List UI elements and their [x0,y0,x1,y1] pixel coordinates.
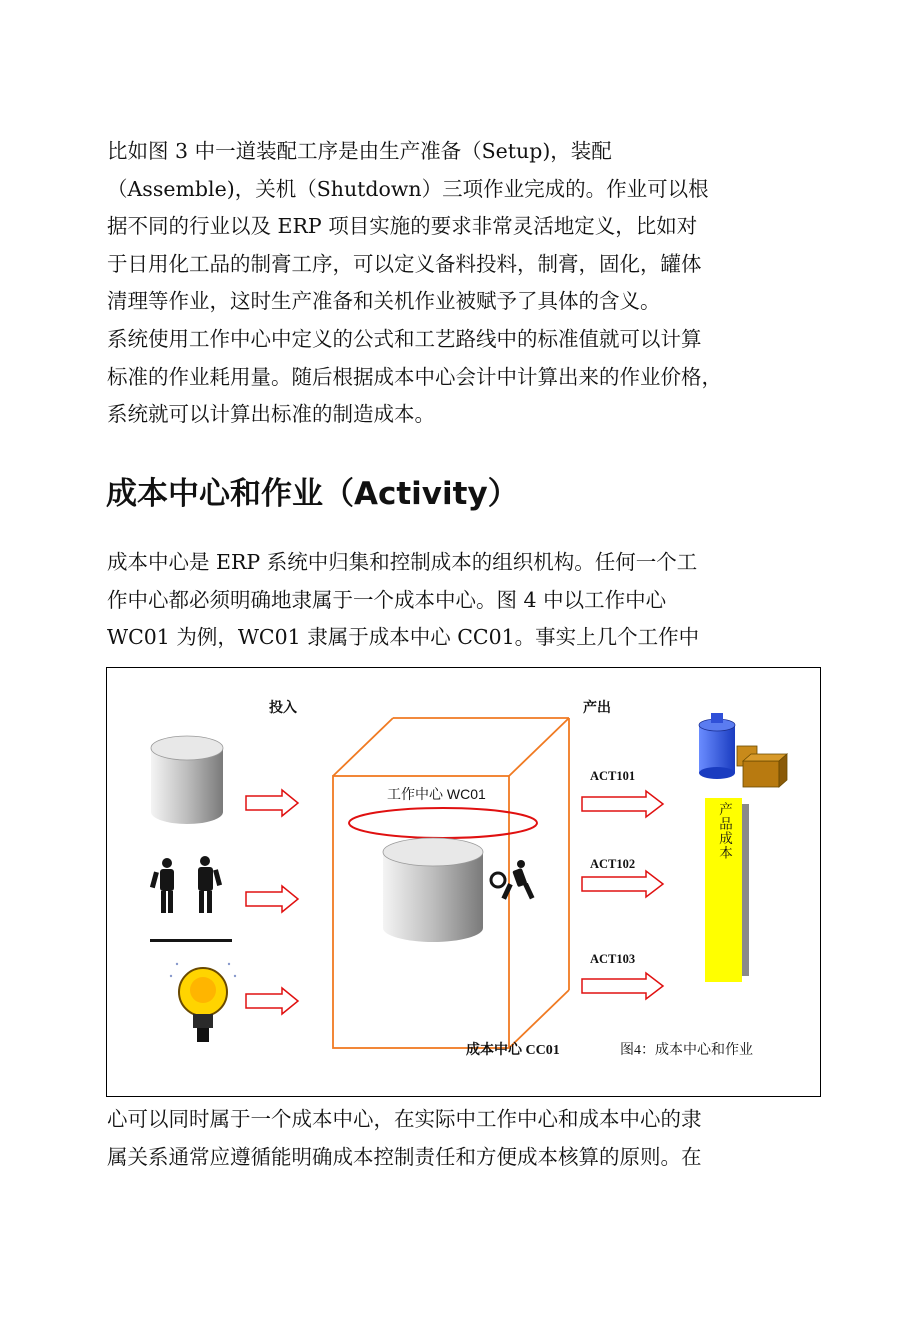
material-cylinder-icon [151,736,223,824]
activity-label: ACT103 [590,952,636,966]
input-arrow [246,790,298,816]
input-arrow [246,886,298,912]
operator-icon [491,860,534,900]
output-arrow [582,791,663,817]
output-arrow [582,871,663,897]
section-heading: 成本中心和作业（Activity） [106,476,519,512]
text-line: 于日用化工品的制膏工序，可以定义备料投料，制膏，固化，罐体 [107,251,702,276]
product-cylinder-icon [699,713,735,779]
paragraph-work-center-membership [107,1101,827,1176]
text-line: 比如图 3 中一道装配工序是由生产准备（Setup)，装配 [107,139,612,163]
output-label: 产出 [583,701,611,716]
activity-label: ACT101 [590,769,636,783]
figure-cost-center-activity [106,667,821,1097]
text-line: 心可以同时属于一个成本中心，在实际中工作中心和成本中心的隶 [107,1107,702,1131]
machine-cylinder-icon [383,838,483,942]
input-arrow [246,988,298,1014]
figure-caption: 图4：成本中心和作业 [620,1043,753,1058]
text-line: 据不同的行业以及 ERP 项目实施的要求非常灵活地定义，比如对 [107,214,698,239]
product-crate-icon [737,746,787,787]
output-arrow [582,973,663,999]
text-line: WC01 为例，WC01 隶属于成本中心 CC01。事实上几个工作中 [107,625,700,650]
text-line: 标准的作业耗用量。随后根据成本中心会计中计算出来的作业价格， [107,364,722,389]
light-bulb-icon [170,963,236,1042]
text-line: 属关系通常应遵循能明确成本控制责任和方便成本核算的原则。在 [107,1144,702,1169]
text-line: 系统使用工作中心中定义的公式和工艺路线中的标准值就可以计算 [107,326,702,351]
text-line: 清理等作业，这时生产准备和关机作业被赋予了具体的含义。 [107,289,661,314]
figure-drawing [107,668,822,1098]
text-line: 成本中心是 ERP 系统中归集和控制成本的组织机构。任何一个工 [107,550,698,574]
paragraph-cost-center [107,544,827,657]
text-line: 系统就可以计算出标准的制造成本。 [107,402,435,427]
product-cost-label: 产品成本 [717,802,732,860]
text-line: 作中心都必须明确地隶属于一个成本中心。图 4 中以工作中心 [107,587,667,612]
paragraph-setup-activities [107,133,827,434]
activity-label: ACT102 [590,857,636,871]
work-center-label: 工作中心 WC01 [387,786,486,802]
text-line: （Assemble)，关机（Shutdown）三项作业完成的。作业可以根 [107,176,709,201]
cost-center-label: 成本中心 CC01 [466,1043,560,1058]
workers-icon [150,856,232,942]
input-label: 投入 [269,701,297,716]
